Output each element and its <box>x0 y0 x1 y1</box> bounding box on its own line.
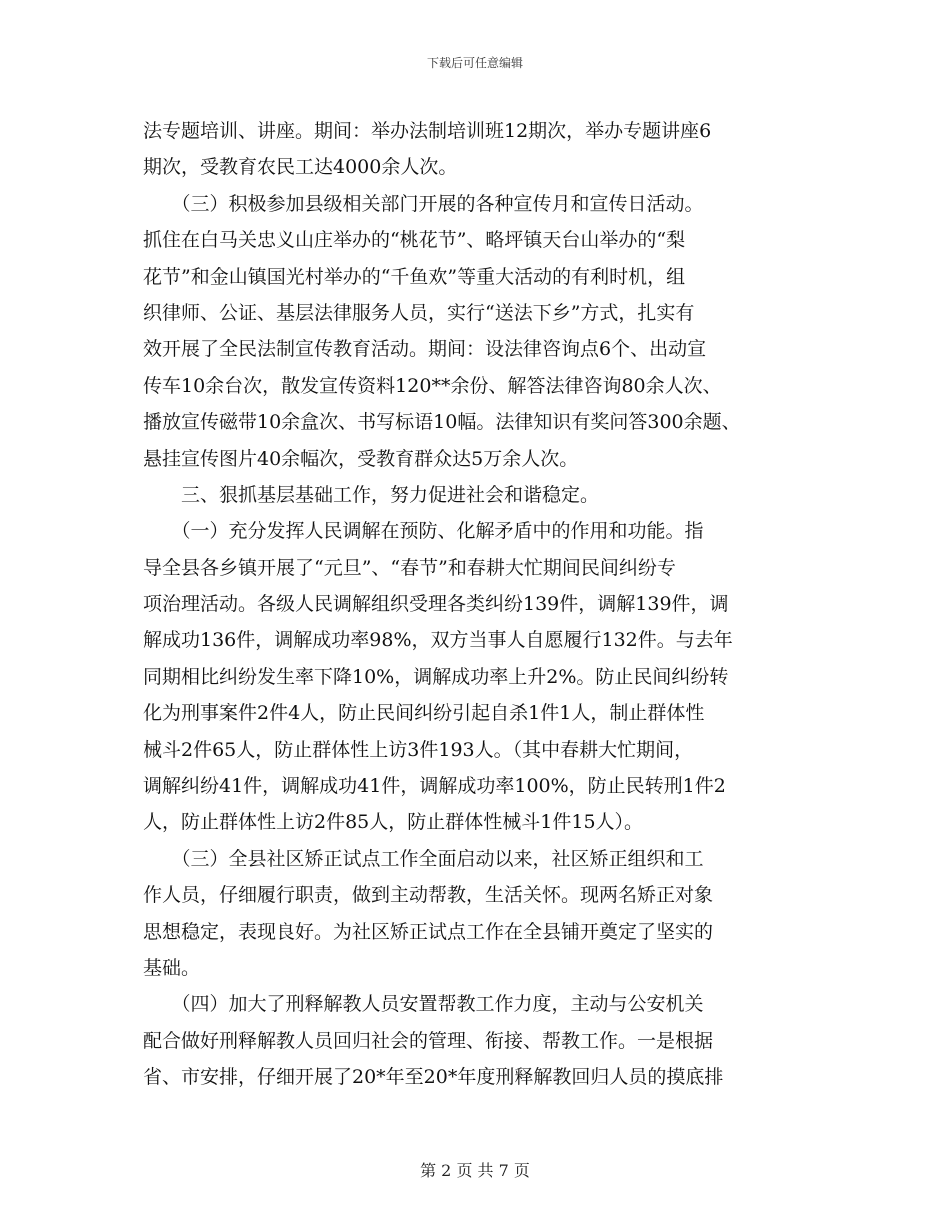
body-line: （一）充分发挥人民调解在预防、化解矛盾中的作用和功能。指 <box>143 520 704 543</box>
section-heading: 三、狠抓基层基础工作，努力促进社会和谐稳定。 <box>143 483 600 506</box>
body-line: 导全县各乡镇开展了“元旦”、“春节”和春耕大忙期间民间纠纷专 <box>143 556 676 579</box>
body-line: （四）加大了刑释解教人员安置帮教工作力度，主动与公安机关 <box>143 993 704 1016</box>
body-line: 期次，受教育农民工达4000余人次。 <box>143 156 458 179</box>
body-line: （三）全县社区矫正试点工作全面启动以来，社区矫正组织和工 <box>143 847 704 870</box>
body-line: 同期相比纠纷发生率下降10%，调解成功率上升2%。防止民间纠纷转 <box>143 665 729 688</box>
body-line: 作人员，仔细履行职责，做到主动帮教，生活关怀。现两名矫正对象 <box>143 884 714 907</box>
body-line: 省、市安排，仔细开展了20*年至20*年度刑释解教回归人员的摸底排 <box>143 1066 724 1089</box>
body-line: 化为刑事案件2件4人，防止民间纠纷引起自杀1件1人，制止群体性 <box>143 702 705 725</box>
body-line: 解成功136件，调解成功率98%，双方当事人自愿履行132件。与去年 <box>143 629 733 652</box>
body-line: 械斗2件65人，防止群体性上访3件193人。（其中春耕大忙期间， <box>143 738 694 761</box>
body-line: 织律师、公证、基层法律服务人员，实行“送法下乡”方式，扎实有 <box>143 301 695 324</box>
body-line: 抓住在白马关忠义山庄举办的“桃花节”、略坪镇天台山举办的“梨 <box>143 229 686 252</box>
body-line: 基础。 <box>143 956 201 979</box>
body-line: （三）积极参加县级相关部门开展的各种宣传月和宣传日活动。 <box>143 192 704 215</box>
document-body <box>143 113 843 1096</box>
body-line: 花节”和金山镇国光村举办的“千鱼欢”等重大活动的有利时机，组 <box>143 265 686 288</box>
body-line: 效开展了全民法制宣传教育活动。期间：设法律咨询点6个、出动宣 <box>143 338 707 361</box>
body-line: 调解纠纷41件，调解成功41件，调解成功率100%，防止民转刑1件2 <box>143 775 726 798</box>
body-line: 人，防止群体性上访2件85人，防止群体性械斗1件15人）。 <box>143 811 644 834</box>
page-header: 下载后可任意编辑 <box>426 56 523 70</box>
page-footer: 第 2 页 共 7 页 <box>420 1161 530 1180</box>
body-line: 项治理活动。各级人民调解组织受理各类纠纷139件，调解139件，调 <box>143 593 729 616</box>
body-line: 悬挂宣传图片40余幅次，受教育群众达5万余人次。 <box>143 447 579 470</box>
body-line: 法专题培训、讲座。期间：举办法制培训班12期次，举办专题讲座6 <box>143 120 712 142</box>
body-line: 传车10余台次，散发宣传资料120**余份、解答法律咨询80余人次、 <box>143 374 722 397</box>
body-line: 思想稳定，表现良好。为社区矫正试点工作在全县铺开奠定了坚实的 <box>143 920 714 943</box>
body-line: 配合做好刑释解教人员回归社会的管理、衔接、帮教工作。一是根据 <box>143 1029 714 1052</box>
body-line: 播放宣传磁带10余盒次、书写标语10幅。法律知识有奖问答300余题、 <box>143 411 741 434</box>
